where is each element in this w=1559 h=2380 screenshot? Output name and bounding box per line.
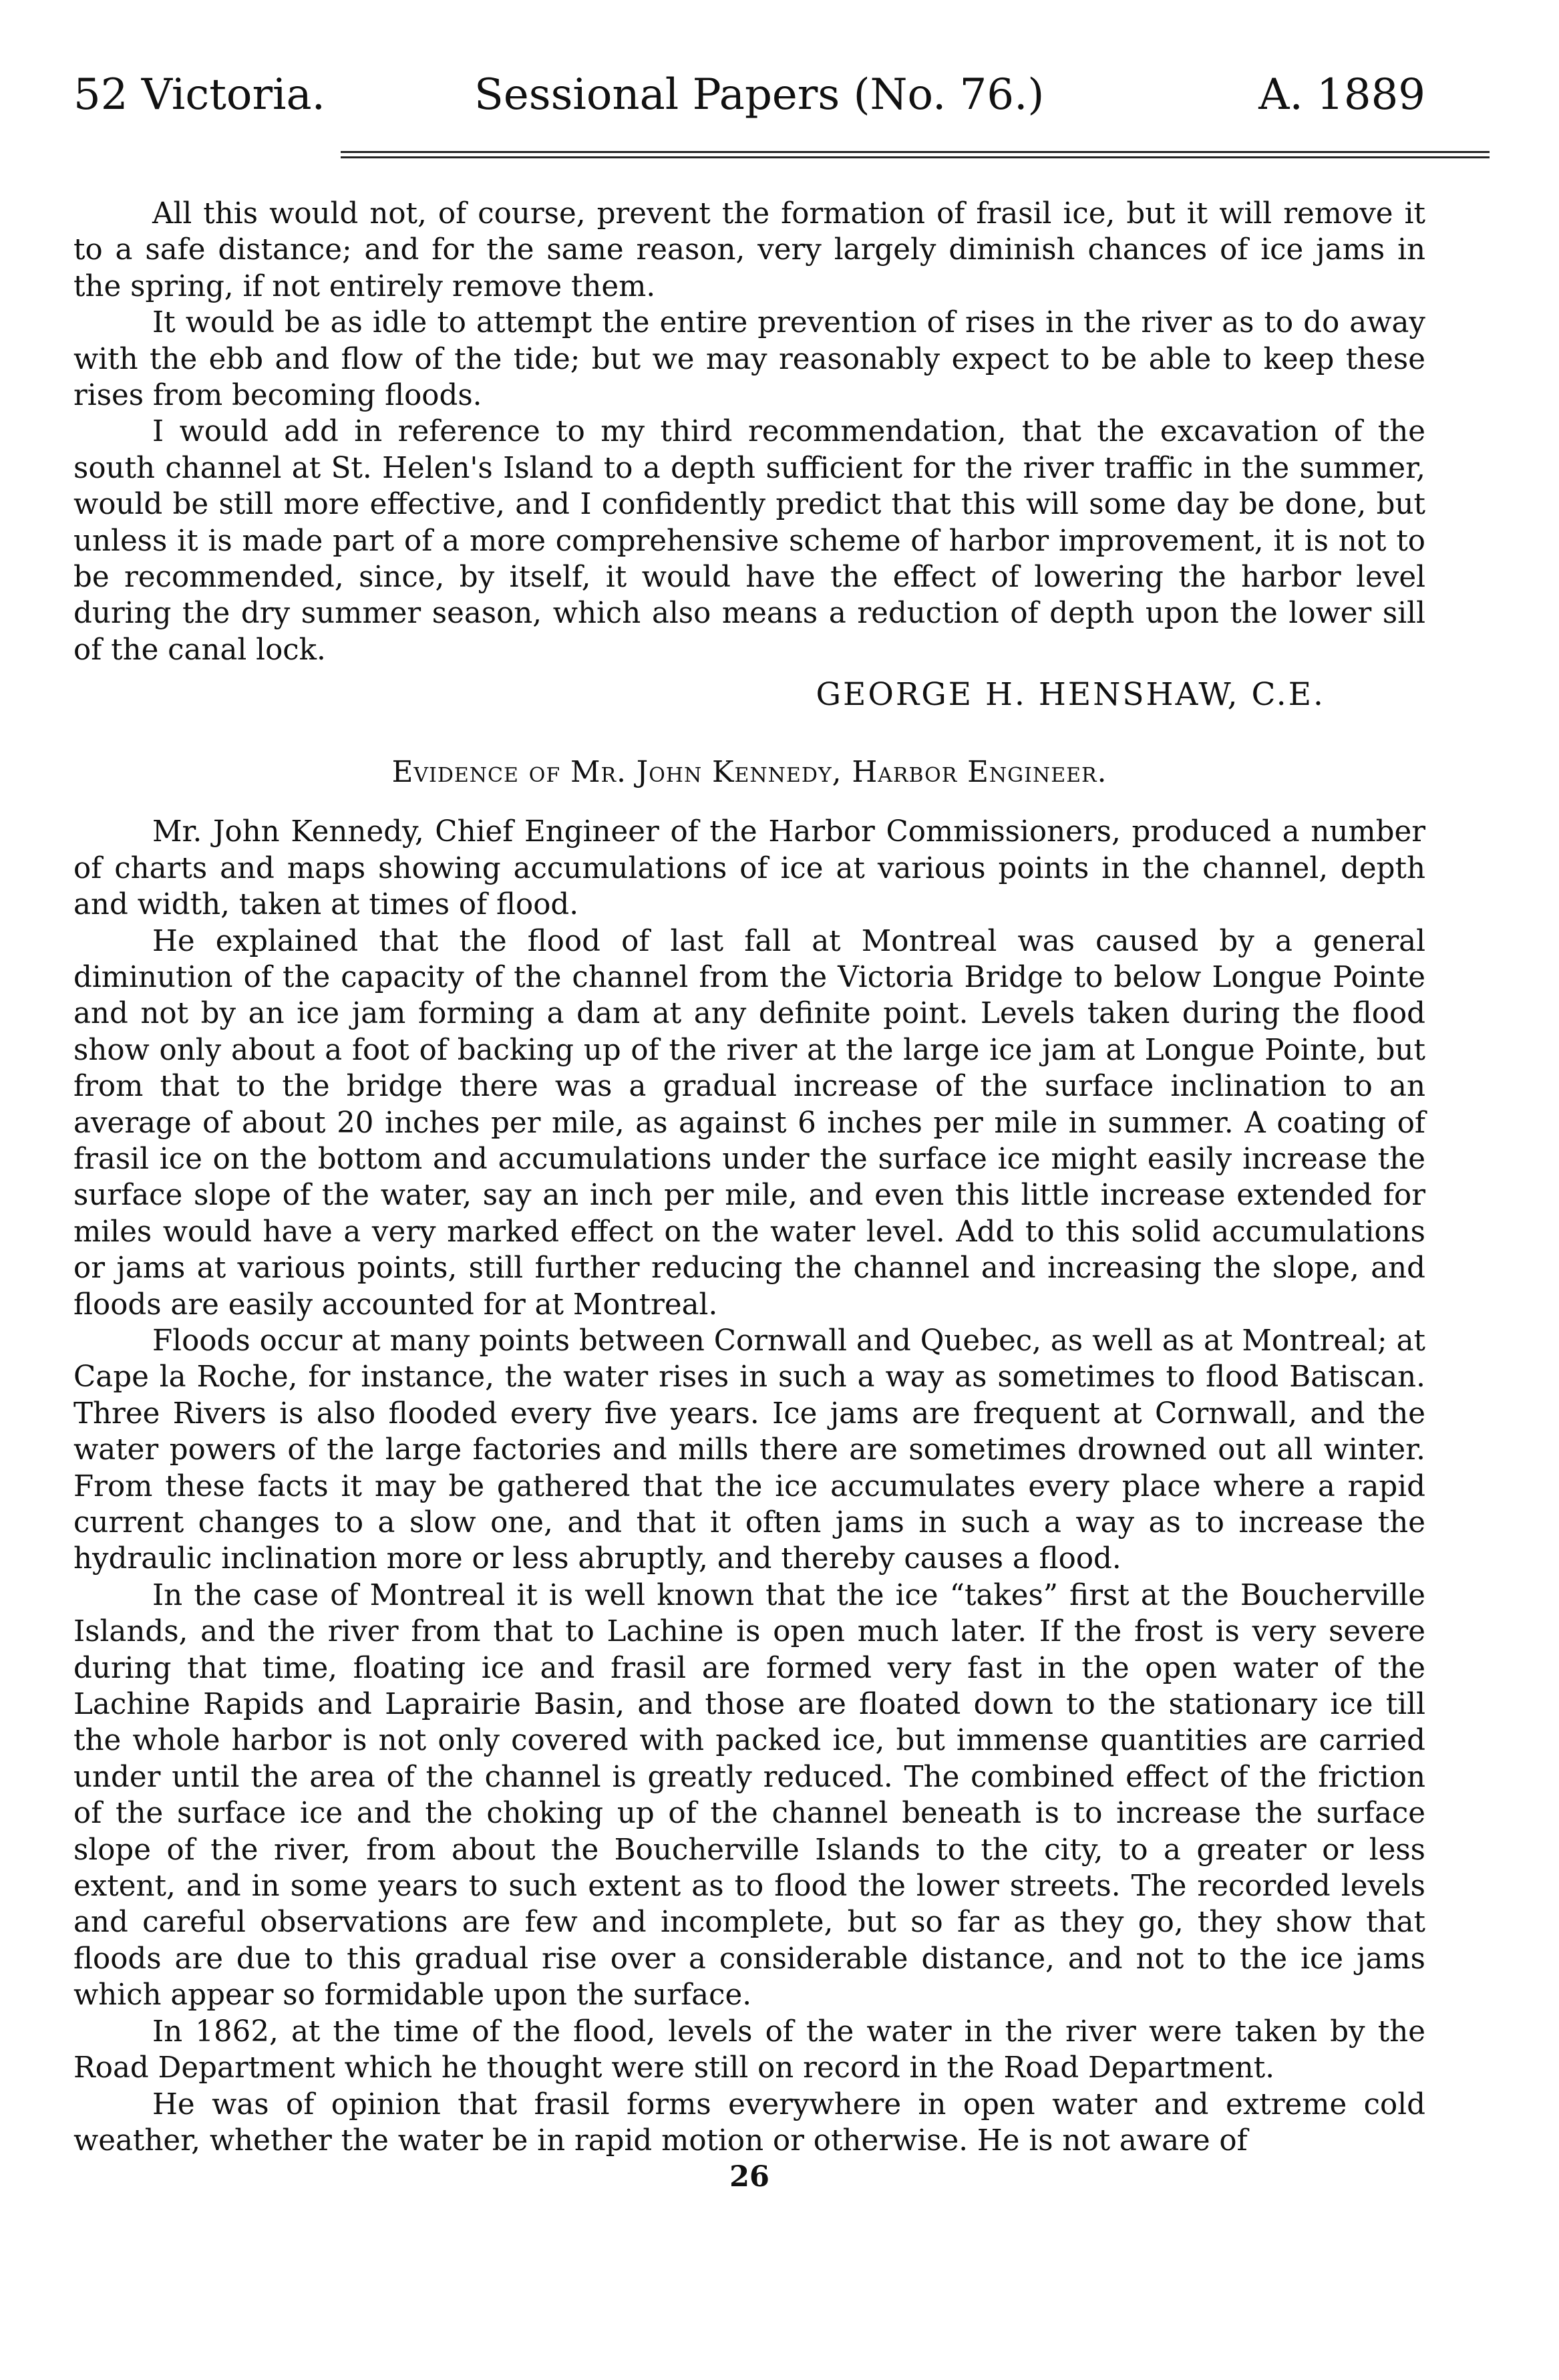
paragraph: Mr. John Kennedy, Chief Engineer of the Harbor Commissioners, produced a number of charts and maps showing accumulations of ice at various points in the channel, depth and width, taken at times of flood. bbox=[73, 815, 1425, 922]
page-number: 26 bbox=[729, 2160, 769, 2194]
section-heading: Evidence of Mr. John Kennedy, Harbor Engineer. bbox=[391, 756, 1107, 790]
header-sessional-papers: Sessional Papers (No. 76.) bbox=[474, 70, 1045, 120]
header-session: 52 Victoria. bbox=[73, 70, 325, 120]
document-body bbox=[73, 196, 1425, 2194]
paragraph: In the case of Montreal it is well known that the ice “takes” first at the Boucherville Islands, and the river from that to Lachine is open much later. If the frost is very severe during that time, floating ice and frasil are formed very fast in the open water of the Lachine Rapids and Laprairie Basin, and those are floated down to the stationary ice till the whole harbor is not only covered with packed ice, but immense quantities are carried under until the area of the channel is greatly reduced. The combined effect of the friction of the surface ice and the choking up of the channel beneath is to increase the surface slope of the river, from about the Boucherville Islands to the city, to a greater or less extent, and in some years to such extent as to flood the lower streets. The recorded levels and careful observations are few and incomplete, but so far as they go, they show that floods are due to this gradual rise over a considerable distance, and not to the ice jams which appear so formidable upon the surface. bbox=[73, 1578, 1425, 2013]
paragraph: He was of opinion that frasil forms everywhere in open water and extreme cold weather, whether the water be in rapid motion or otherwise. He is not aware of bbox=[73, 2087, 1425, 2158]
paragraph: All this would not, of course, prevent the formation of frasil ice, but it will remove it to a safe distance; and for the same reason, very largely diminish chances of ice jams in the spring, if not entirely remove them. bbox=[73, 197, 1425, 303]
header-year: A. 1889 bbox=[1258, 70, 1425, 120]
paragraph: In 1862, at the time of the flood, levels of the water in the river were taken by the Road Department which he thought were still on record in the Road Department. bbox=[73, 2015, 1425, 2085]
document-page bbox=[73, 53, 1425, 2325]
paragraph: It would be as idle to attempt the entire prevention of rises in the river as to do away with the ebb and flow of the tide; but we may reasonably expect to be able to keep these rises from becoming floods. bbox=[73, 306, 1425, 413]
running-header bbox=[73, 53, 1425, 134]
signature: GEORGE H. HENSHAW, C.E. bbox=[816, 676, 1325, 714]
paragraph: He explained that the flood of last fall at Montreal was caused by a general diminution of the capacity of the channel from the Victoria Bridge to below Longue Pointe and not by an ice jam forming a dam at any definite point. Levels taken during the flood show only about a foot of backing up of the river at the large ice jam at Longue Pointe, but from that to the bridge there was a gradual increase of the surface inclination to an average of about 20 inches per mile, as against 6 inches per mile in summer. A coating of frasil ice on the bottom and accumulations under the surface ice might easily increase the surface slope of the water, say an inch per mile, and even this little increase extended for miles would have a very marked effect on the water level. Add to this solid accumulations or jams at various points, still further reducing the channel and increasing the slope, and floods are easily accounted for at Montreal. bbox=[73, 924, 1425, 1322]
header-double-rule bbox=[341, 151, 1490, 158]
paragraph: Floods occur at many points between Cornwall and Quebec, as well as at Montreal; at Cape la Roche, for instance, the water rises in such a way as sometimes to flood Batiscan. Three Rivers is also flooded every five years. Ice jams are frequent at Cornwall, and the water powers of the large factories and mills there are sometimes drowned out all winter. From these facts it may be gathered that the ice accumulates every place where a rapid current changes to a slow one, and that it often jams in such a way as to increase the hydraulic inclination more or less abruptly, and thereby causes a flood. bbox=[73, 1324, 1425, 1576]
paragraph: I would add in reference to my third recommendation, that the excavation of the south channel at St. Helen's Island to a depth sufficient for the river traffic in the summer, would be still more effective, and I confidently predict that this will some day be done, but unless it is made part of a more comprehensive scheme of harbor improvement, it is not to be recommended, since, by itself, it would have the effect of lowering the harbor level during the dry summer season, which also means a reduction of depth upon the lower sill of the canal lock. bbox=[73, 415, 1425, 667]
